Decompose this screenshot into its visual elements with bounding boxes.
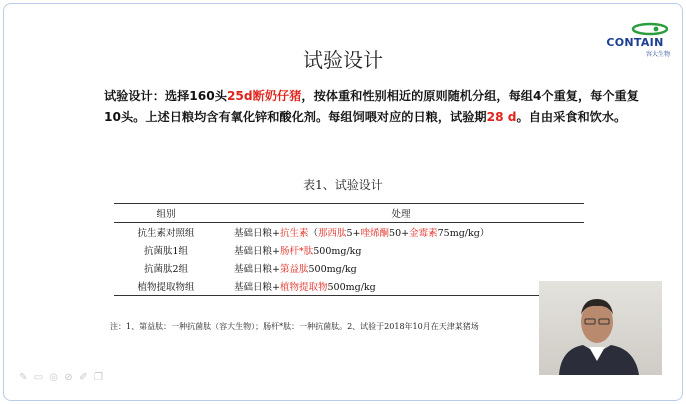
pen-icon[interactable]: ✎ [19,371,28,383]
table-row [114,277,584,296]
table-header-group: 组别 [114,204,218,223]
treatment-text: 5+ [346,228,361,239]
logo-brand: CONTAIN [606,36,664,49]
treatment-highlight: 植物提取物 [279,282,328,293]
treatment-highlight: 第益肽 [279,264,309,275]
screen-icon[interactable]: ◎ [49,371,58,383]
treatment-text: 500mg/kg [308,264,357,275]
treatment-highlight: 肠杆*肽 [279,246,314,257]
para-highlight-period: 28 d [486,110,517,124]
logo-swoosh-icon [626,22,668,36]
table-header-treatment: 处理 [218,204,584,223]
treatment-text: 500mg/kg [313,246,362,257]
treatment-text: （ [308,228,318,239]
para-text-1: 试验设计：选择160头 [104,89,227,103]
design-paragraph [104,86,644,128]
treatment-cell [218,223,584,242]
treatment-text: 基础日粮+ [234,228,280,239]
treatment-text: 50+ [389,228,410,239]
group-cell: 植物提取物组 [114,277,218,296]
comment-icon[interactable]: ▭ [33,371,44,383]
treatment-highlight: 金霉素 [409,228,438,239]
group-cell: 抗菌肽2组 [143,264,189,275]
presenter-figure-icon [539,281,662,375]
treatment-text: 75mg/kg） [437,228,490,239]
slide-title: 试验设计 [303,48,383,72]
copy-icon[interactable]: ❐ [94,371,103,383]
para-text-2: ，按体重和性别相近的原则随机分组，每组4个重复，每个重复10头。上述日粮均含有氧化锌和酸化剂。每组饲喂对应的日粮，试验期 [104,89,639,124]
treatment-text: 基础日粮+ [234,282,280,293]
slide-frame [3,3,683,401]
table-caption: 表1、试验设计 [303,178,383,192]
table-row [114,241,584,259]
treatment-cell [218,241,584,259]
table-row [114,259,584,277]
footnote: 注：1、第益肽：一种抗菌肽（容大生物）；肠杆*肽：一种抗菌肽。2、试验于2018年10月在天津某猪场 [110,322,479,331]
para-text-3: 。自由采食和饮水。 [516,110,627,124]
annotation-toolbar [18,370,104,384]
eraser-icon[interactable]: ⊘ [64,371,73,383]
treatment-text: 500mg/kg [327,282,376,293]
group-cell: 抗生素对照组 [137,228,195,239]
treatment-highlight: 抗生素 [279,228,309,239]
treatment-highlight: 喹烯酮 [360,228,390,239]
logo-subtitle: 容大生物 [645,51,670,58]
treatment-cell [218,259,584,277]
treatment-text: 基础日粮+ [234,264,280,275]
table-row [114,223,584,242]
presenter-video[interactable] [539,281,662,375]
group-cell: 抗菌肽1组 [143,246,189,257]
treatment-cell [218,277,584,296]
pointer-icon[interactable]: ✐ [79,371,88,383]
treatment-highlight: 那西肽 [318,228,347,239]
treatment-text: 基础日粮+ [234,246,280,257]
design-table [114,203,584,296]
para-highlight-piglets: 25d断奶仔猪 [226,89,302,103]
